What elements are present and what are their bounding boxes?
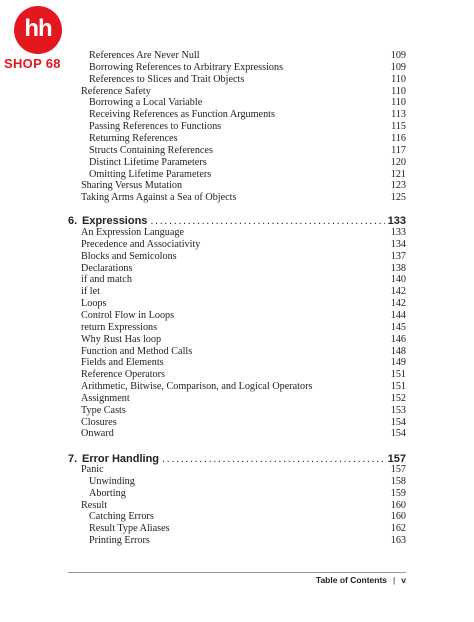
toc-entry-title: Returning References (89, 132, 178, 144)
chapter-number: 6. (68, 215, 78, 227)
toc-entry-title: Loops (81, 298, 107, 310)
toc-entry[interactable] (81, 500, 406, 512)
toc-entry[interactable] (89, 62, 406, 74)
toc-entry-page: 144 (390, 309, 406, 321)
toc-entry[interactable] (81, 381, 406, 393)
toc-entry[interactable] (89, 74, 406, 86)
logo-text: SHOP 68 (4, 56, 61, 71)
toc-entry[interactable] (89, 97, 406, 109)
chapter-6-heading[interactable] (68, 214, 406, 228)
toc-entry-title: Blocks and Semicolons (81, 250, 177, 262)
toc-entry[interactable] (89, 523, 406, 535)
toc-entry-title: return Expressions (81, 321, 158, 333)
toc-entry-title: Control Flow in Loops (81, 309, 175, 321)
page-footer (316, 575, 406, 585)
toc-entry-title: Receiving References as Function Arguments (89, 109, 275, 121)
toc-entry-title: Printing Errors (89, 535, 150, 547)
toc-entry-page: 110 (391, 73, 406, 85)
toc-entry-title: Closures (81, 416, 117, 428)
toc-entry-page: 120 (390, 156, 406, 168)
toc-entry-page: 123 (390, 180, 406, 192)
toc-entry-title: Declarations (81, 262, 133, 274)
toc-entry[interactable] (81, 417, 406, 429)
toc-entry-page: 137 (390, 250, 406, 262)
toc-entry-page: 151 (390, 381, 406, 393)
chapter-page: 133 (387, 215, 406, 227)
toc-entry[interactable] (89, 121, 406, 133)
toc-entry-page: 146 (390, 333, 406, 345)
toc-entry-page: 113 (391, 109, 406, 121)
toc-entry-page: 160 (390, 499, 406, 511)
toc-entry-page: 154 (390, 416, 406, 428)
toc-entry[interactable] (81, 192, 406, 204)
toc-entry-page: 149 (390, 357, 406, 369)
toc-entry[interactable] (89, 50, 406, 62)
toc-entry[interactable] (89, 535, 406, 547)
toc-entry[interactable] (81, 334, 406, 346)
toc-entry[interactable] (81, 86, 406, 98)
toc-entry[interactable] (89, 169, 406, 181)
toc-entry[interactable] (81, 286, 406, 298)
toc-entry[interactable] (81, 369, 406, 381)
toc-entry-title: Function and Method Calls (81, 345, 193, 357)
toc-entry-title: Borrowing a Local Variable (89, 97, 203, 109)
toc-entry[interactable] (89, 145, 406, 157)
toc-entry-page: 138 (390, 262, 406, 274)
toc-entry-page: 160 (390, 511, 406, 523)
toc-entry[interactable] (89, 109, 406, 121)
toc-entry-title: if let (81, 286, 100, 298)
toc-entry[interactable] (81, 310, 406, 322)
toc-entry[interactable] (89, 488, 406, 500)
toc-entry-page: 142 (390, 286, 406, 298)
toc-entry-title: Distinct Lifetime Parameters (89, 156, 207, 168)
toc-entry[interactable] (81, 263, 406, 275)
shop-logo (4, 6, 66, 76)
toc-entry-title: Assignment (81, 392, 130, 404)
toc-entry-page: 133 (390, 227, 406, 238)
toc-entry-page: 162 (390, 523, 406, 535)
toc-entry-title: Unwinding (89, 475, 135, 487)
toc-entry-title: Why Rust Has loop (81, 333, 162, 345)
toc-entry[interactable] (89, 157, 406, 169)
toc-entry-page: 159 (390, 487, 406, 499)
toc-entry-title: Catching Errors (89, 511, 154, 523)
toc-entry-page: 157 (390, 464, 406, 475)
chapter-title: Expressions (82, 215, 148, 227)
toc-entry-page: 134 (390, 238, 406, 250)
toc-entry-page: 125 (390, 192, 406, 204)
toc-entry-title: Precedence and Associativity (81, 238, 201, 250)
toc-entry[interactable] (81, 251, 406, 263)
chapter-page: 157 (387, 453, 406, 465)
toc-entry[interactable] (81, 322, 406, 334)
toc-entry-page: 121 (390, 168, 406, 180)
toc-entry[interactable] (81, 239, 406, 251)
toc-entry-page: 163 (390, 535, 406, 547)
toc-entry-page: 158 (390, 475, 406, 487)
toc-entry-page: 152 (390, 392, 406, 404)
toc-entry-page: 148 (390, 345, 406, 357)
footer-page-number: v (401, 575, 406, 585)
toc-entry[interactable] (81, 180, 406, 192)
toc-entry-page: 154 (390, 428, 406, 440)
toc-entry-title: Taking Arms Against a Sea of Objects (81, 192, 237, 204)
toc-entry-title: Structs Containing References (89, 144, 213, 156)
toc-entry-title: if and match (81, 274, 132, 286)
chapter-number: 7. (68, 453, 78, 465)
toc-entry-title: Type Casts (81, 404, 126, 416)
toc-entry-title: Onward (81, 428, 114, 440)
dot-leader (150, 214, 384, 228)
toc-entry-page: 145 (390, 321, 406, 333)
toc-entry-title: Arithmetic, Bitwise, Comparison, and Logical Operators (81, 381, 313, 393)
toc-entry-page: 117 (391, 144, 406, 156)
toc-entry-page: 109 (390, 61, 406, 73)
toc-entry-page: 109 (390, 50, 406, 61)
toc-entry-title: Borrowing References to Arbitrary Expressions (89, 61, 284, 73)
toc-entry[interactable] (89, 133, 406, 145)
logo-mark: hh (14, 6, 62, 54)
toc-entry-title: References to Slices and Trait Objects (89, 73, 245, 85)
toc-entry[interactable] (81, 227, 406, 239)
toc-entry-title: Fields and Elements (81, 357, 164, 369)
toc-entry-title: Reference Operators (81, 369, 165, 381)
toc-entry-page: 142 (390, 298, 406, 310)
chapter-title: Error Handling (82, 453, 160, 465)
toc-entry-page: 140 (390, 274, 406, 286)
toc-entry-page: 153 (390, 404, 406, 416)
toc-entry-title: Result Type Aliases (89, 523, 170, 535)
toc-entry-page: 110 (391, 97, 406, 109)
toc-entry-title: Panic (81, 464, 104, 475)
toc-entry[interactable] (81, 298, 406, 310)
footer-divider (68, 572, 406, 573)
toc-entry[interactable] (81, 464, 406, 476)
toc-entry-title: Omitting Lifetime Parameters (89, 168, 212, 180)
toc-entry-title: References Are Never Null (89, 50, 200, 61)
footer-section: Table of Contents (315, 575, 388, 585)
toc-entry-title: Sharing Versus Mutation (81, 180, 183, 192)
toc-entry[interactable] (81, 393, 406, 405)
toc-entry-title: Reference Safety (81, 85, 151, 97)
toc-entry-title: Result (81, 499, 108, 511)
toc-entry[interactable] (81, 428, 406, 440)
toc-entry-page: 110 (391, 85, 406, 97)
toc-entry-title: An Expression Language (81, 227, 184, 238)
toc-entry-title: Passing References to Functions (89, 121, 222, 133)
toc-entry[interactable] (81, 357, 406, 369)
toc-entry[interactable] (81, 346, 406, 358)
toc-entry[interactable] (89, 511, 406, 523)
toc-entry-title: Aborting (89, 487, 126, 499)
toc-entry[interactable] (81, 405, 406, 417)
toc-entry-page: 115 (391, 121, 406, 133)
toc-entry-page: 151 (390, 369, 406, 381)
footer-separator: | (393, 575, 396, 585)
toc-entry[interactable] (89, 476, 406, 488)
toc-entry[interactable] (81, 274, 406, 286)
toc-entry-page: 116 (391, 132, 406, 144)
